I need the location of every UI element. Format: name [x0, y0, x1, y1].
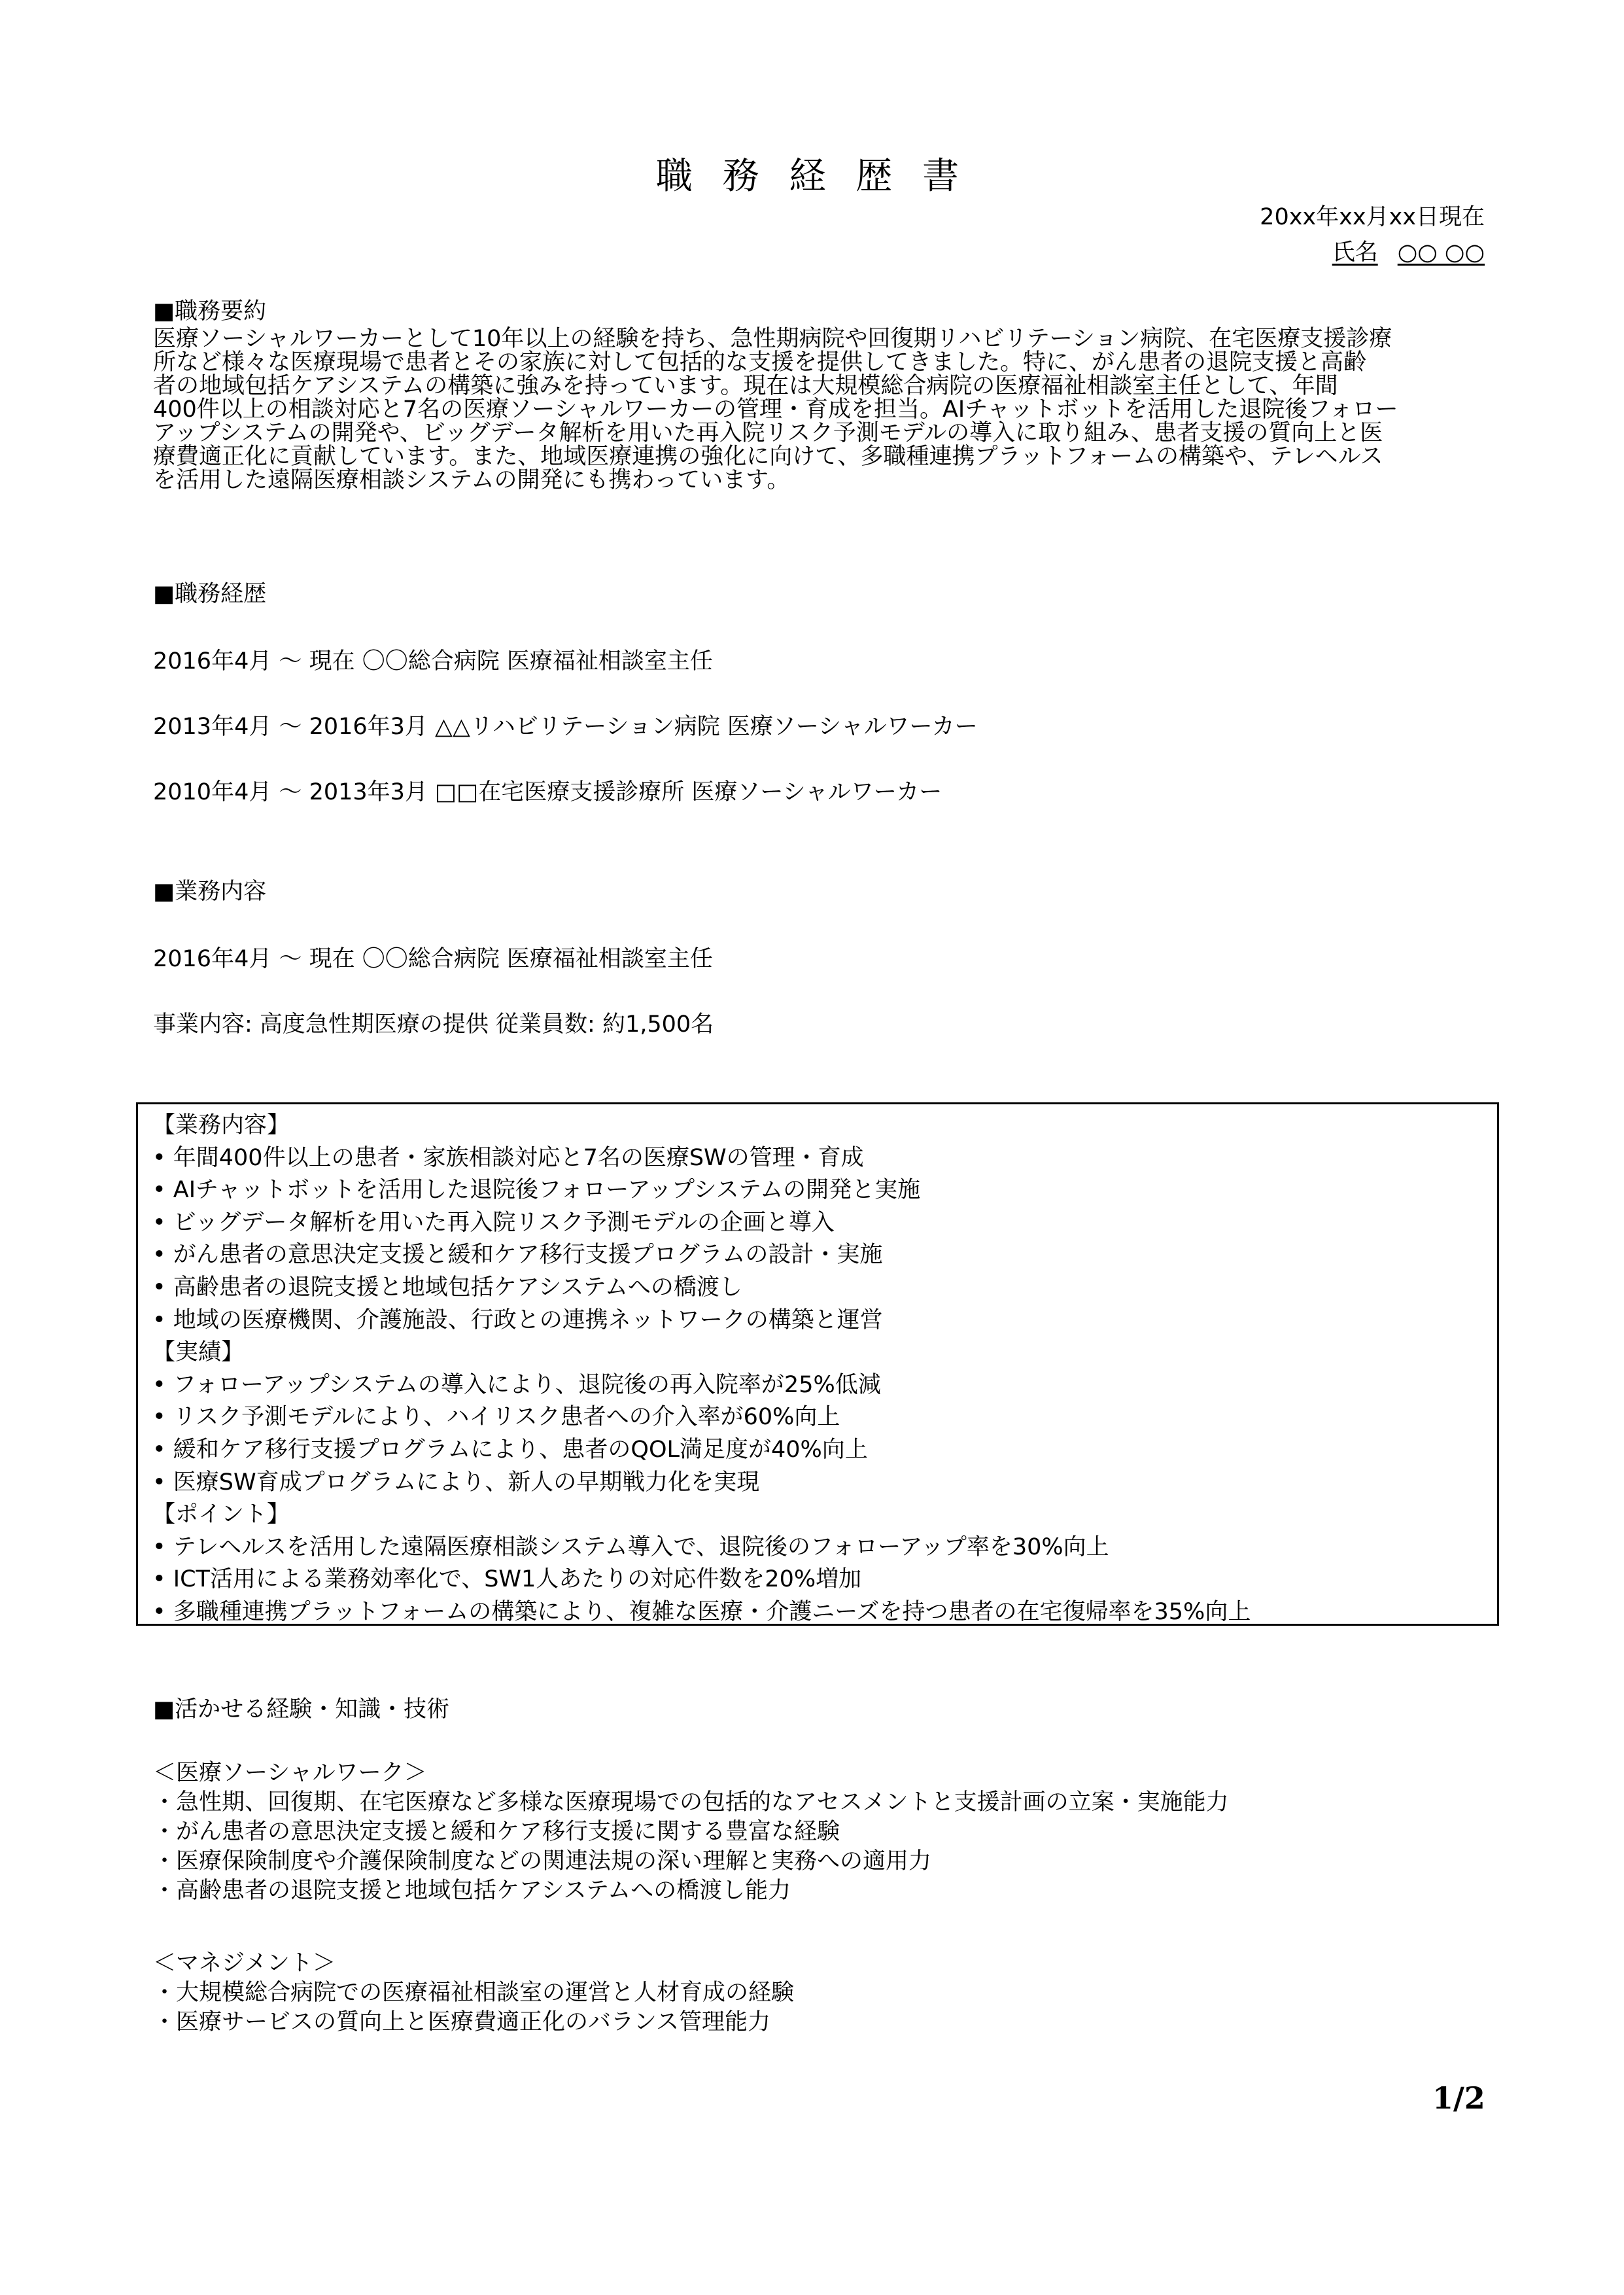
box-bullet: • 年間400件以上の患者・家族相談対応と7名の医療SWの管理・育成 — [152, 1144, 864, 1171]
work-period: 2016年4月 ～ 現在 〇〇総合病院 医療福祉相談室主任 — [153, 946, 713, 972]
box-bullet: • 高齢患者の退院支援と地域包括ケアシステムへの橋渡し — [152, 1274, 742, 1301]
skills-heading: ■活かせる経験・知識・技術 — [153, 1696, 450, 1723]
summary-line: を活用した遠隔医療相談システムの開発にも携わっています。 — [153, 467, 790, 493]
summary-line: 療費適正化に貢献しています。また、地域医療連携の強化に向けて、多職種連携プラットフォームの構築や、テレヘルス — [153, 444, 1383, 470]
career-heading: ■職務経歴 — [153, 581, 267, 607]
box-bullet: • フォローアップシステムの導入により、退院後の再入院率が25%低減 — [152, 1371, 881, 1398]
work-details-list — [152, 1110, 1251, 1629]
box-section-heading: 【業務内容】 — [152, 1112, 290, 1138]
summary-line: 所など様々な医療現場で患者とその家族に対して包括的な支援を提供してきました。特に、がん患者の退院支援と高齢 — [153, 349, 1367, 376]
summary-paragraph — [153, 327, 1398, 492]
box-bullet: • 医療SW育成プログラムにより、新人の早期戦力化を実現 — [152, 1469, 760, 1496]
work-heading: ■業務内容 — [153, 879, 267, 905]
page-number: 1/2 — [1432, 2080, 1485, 2116]
work-business: 事業内容: 高度急性期医療の提供 従業員数: 約1,500名 — [153, 1011, 714, 1038]
career-entry: 2016年4月 ～ 現在 〇〇総合病院 医療福祉相談室主任 — [153, 648, 713, 674]
box-bullet: • 緩和ケア移行支援プログラムにより、患者のQOL満足度が40%向上 — [152, 1436, 868, 1463]
skills-mgmt-heading: ＜マネジメント＞ — [153, 1950, 336, 1976]
skills-item: ・医療サービスの質向上と医療費適正化のバランス管理能力 — [153, 2009, 770, 2035]
box-bullet: • ビッグデータ解析を用いた再入院リスク予測モデルの企画と導入 — [152, 1209, 835, 1236]
box-bullet: • 多職種連携プラットフォームの構築により、複雑な医療・介護ニーズを持つ患者の在宅復帰率を35%向上 — [152, 1598, 1251, 1625]
work-details-box — [136, 1102, 1499, 1626]
box-bullet: • リスク予測モデルにより、ハイリスク患者への介入率が60%向上 — [152, 1404, 840, 1431]
skills-item: ・医療保険制度や介護保険制度などの関連法規の深い理解と実務への適用力 — [153, 1848, 932, 1874]
career-entry: 2010年4月 ～ 2013年3月 □□在宅医療支援診療所 医療ソーシャルワーカー — [153, 779, 942, 805]
box-bullet: • がん患者の意思決定支援と緩和ケア移行支援プログラムの設計・実施 — [152, 1242, 883, 1269]
name-value: ○○ ○○ — [1397, 239, 1485, 266]
skills-item: ・がん患者の意思決定支援と緩和ケア移行支援に関する豊富な経験 — [153, 1819, 840, 1845]
skills-mgmt-section — [153, 1949, 794, 2037]
summary-line: 者の地域包括ケアシステムの構築に強みを持っています。現在は大規模総合病院の医療福祉相談室主任として、年間 — [153, 373, 1338, 399]
box-bullet: • ICT活用による業務効率化で、SW1人あたりの対応件数を20%増加 — [152, 1566, 862, 1593]
skills-item: ・大規模総合病院での医療福祉相談室の運営と人材育成の経験 — [153, 1980, 795, 2006]
name-line — [1332, 234, 1485, 267]
summary-line: アップシステムの開発や、ビッグデータ解析を用いた再入院リスク予測モデルの導入に取り組み、患者支援の質向上と医 — [153, 420, 1383, 446]
skills-item: ・高齢患者の退院支援と地域包括ケアシステムへの橋渡し能力 — [153, 1878, 791, 1904]
box-bullet: • テレヘルスを活用した遠隔医療相談システム導入で、退院後のフォローアップ率を30%向上 — [152, 1533, 1109, 1560]
document-title: 職 務 経 歴 書 — [655, 155, 969, 198]
box-bullet: • 地域の医療機関、介護施設、行政との連携ネットワークの構築と運営 — [152, 1306, 883, 1333]
skills-item: ・急性期、回復期、在宅医療など多様な医療現場での包括的なアセスメントと支援計画の立案・実施能力 — [153, 1789, 1229, 1815]
skills-sw-section — [153, 1759, 1229, 1906]
box-section-heading: 【実績】 — [152, 1339, 245, 1366]
box-bullet: • AIチャットボットを活用した退院後フォローアップシステムの開発と実施 — [152, 1177, 921, 1204]
summary-heading: ■職務要約 — [153, 298, 267, 324]
date-line: 20xx年xx月xx日現在 — [1260, 204, 1485, 230]
summary-line: 400件以上の相談対応と7名の医療ソーシャルワーカーの管理・育成を担当。AIチャットボットを活用した退院後フォロー — [153, 396, 1398, 423]
summary-line: 医療ソーシャルワーカーとして10年以上の経験を持ち、急性期病院や回復期リハビリテーション病院、在宅医療支援診療 — [153, 326, 1392, 352]
box-section-heading: 【ポイント】 — [152, 1501, 290, 1528]
career-entry: 2013年4月 ～ 2016年3月 △△リハビリテーション病院 医療ソーシャルワーカー — [153, 714, 978, 740]
name-label: 氏名 — [1332, 239, 1378, 266]
skills-sw-heading: ＜医療ソーシャルワーク＞ — [153, 1760, 427, 1786]
